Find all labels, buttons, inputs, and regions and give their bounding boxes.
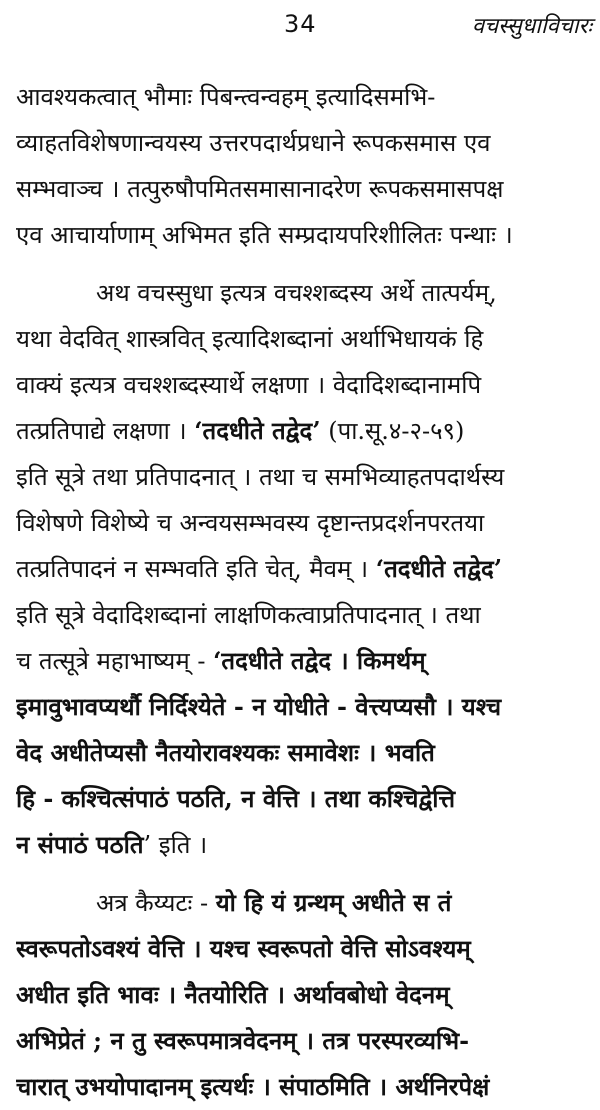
text-run: तत्प्रतिपादनं न सम्भवति इति चेत्, मैवम् । bbox=[16, 555, 376, 583]
text-line bbox=[16, 362, 592, 408]
text-run: आवश्यकत्वात् भौमाः पिबन्त्वन्वहम् इत्यादिसमभि- bbox=[16, 83, 436, 111]
bold-text-run: न संपाठं पठति bbox=[16, 830, 144, 859]
text-run: एव आचार्याणाम् अभिमत इति सम्प्रदायपरिशीलितः पन्थाः । bbox=[16, 221, 513, 249]
text-run: ’ इति । bbox=[143, 831, 208, 859]
text-run: अथ वचस्सुधा इत्यत्र वचश्शब्दस्य अर्थे तात्पर्यम्, bbox=[96, 279, 497, 307]
text-line bbox=[16, 454, 592, 500]
text-line bbox=[16, 316, 592, 362]
text-line bbox=[16, 270, 592, 316]
text-body bbox=[16, 74, 592, 1110]
paragraph-gap bbox=[16, 868, 592, 880]
paragraph bbox=[16, 270, 592, 868]
bold-text-run: ‘तदधीते तद्वेद । किमर्थम् bbox=[213, 646, 426, 675]
text-line bbox=[16, 684, 592, 730]
text-line bbox=[16, 592, 592, 638]
bold-text-run: चारात् उभयोपादानम् इत्यर्थः । संपाठमिति । अर्थनिरपेक्षं bbox=[16, 1072, 490, 1101]
text-line bbox=[16, 166, 592, 212]
bold-text-run: अभिप्रेतं ; न तु स्वरूपमात्रवेदनम् । तत्र परस्परव्यभि- bbox=[16, 1026, 470, 1055]
paragraph-gap bbox=[16, 258, 592, 270]
text-line bbox=[16, 1018, 592, 1064]
text-run: इति सूत्रे वेदादिशब्दानां लाक्षणिकत्वाप्रतिपादनात् । तथा bbox=[16, 601, 481, 629]
page-number: 34 bbox=[284, 10, 317, 38]
bold-text-run: हि - कश्चित्संपाठं पठति, न वेत्ति । तथा कश्चिद्वेत्ति bbox=[16, 784, 456, 813]
running-head: वचस्सुधाविचारः bbox=[471, 14, 592, 39]
text-line bbox=[16, 776, 592, 822]
text-line bbox=[16, 926, 592, 972]
text-run: विशेषणे विशेष्ये च अन्वयसम्भवस्य दृष्टान्तप्रदर्शनपरतया bbox=[16, 509, 485, 537]
text-line bbox=[16, 880, 592, 926]
paragraph bbox=[16, 880, 592, 1110]
text-line bbox=[16, 500, 592, 546]
text-run: सम्भवाञ्च । तत्पुरुषौपमितसमासानादरेण रूपकसमासपक्ष bbox=[16, 175, 504, 203]
text-line bbox=[16, 546, 592, 592]
text-line bbox=[16, 74, 592, 120]
page-header bbox=[0, 10, 600, 50]
bold-text-run: अधीत इति भावः । नैतयोरिति । अर्थावबोधो वेदनम् bbox=[16, 980, 450, 1009]
text-line bbox=[16, 972, 592, 1018]
paragraph bbox=[16, 74, 592, 258]
text-line bbox=[16, 638, 592, 684]
text-run: वाक्यं इत्यत्र वचश्शब्दस्यार्थे लक्षणा । वेदादिशब्दानामपि bbox=[16, 371, 482, 399]
text-line bbox=[16, 408, 592, 454]
bold-text-run: ‘तदधीते तद्वेद’ bbox=[194, 416, 321, 445]
text-line bbox=[16, 822, 592, 868]
text-run: तत्प्रतिपाद्ये लक्षणा । bbox=[16, 417, 195, 445]
text-line bbox=[16, 730, 592, 776]
bold-text-run: इमावुभावप्यर्थौ निर्दिश्येते - न योधीते - वेत्त्यप्यसौ । यश्च bbox=[16, 692, 502, 721]
bold-text-run: ‘तदधीते तद्वेद’ bbox=[375, 554, 503, 583]
text-run: च तत्सूत्रे महाभाष्यम् - bbox=[16, 647, 214, 675]
text-line bbox=[16, 120, 592, 166]
text-line bbox=[16, 212, 592, 258]
bold-text-run: वेद अधीतेप्यसौ नैतयोरावश्यकः समावेशः । भवति bbox=[16, 738, 435, 767]
bold-text-run: स्वरूपतोऽवश्यं वेत्ति । यश्च स्वरूपतो वेत्ति सोऽवश्यम् bbox=[16, 934, 471, 963]
text-run: (पा.सू.४-२-५९) bbox=[320, 417, 465, 445]
text-run: अत्र कैय्यटः - bbox=[96, 889, 216, 917]
text-run: यथा वेदवित् शास्त्रवित् इत्यादिशब्दानां अर्थाभिधायकं हि bbox=[16, 325, 484, 353]
text-line bbox=[16, 1064, 592, 1110]
bold-text-run: यो हि यं ग्रन्थम् अधीते स तं bbox=[215, 888, 452, 917]
text-run: व्याहतविशेषणान्वयस्य उत्तरपदार्थप्रधाने रूपकसमास एव bbox=[16, 129, 491, 157]
text-run: इति सूत्रे तथा प्रतिपादनात् । तथा च समभिव्याहतपदार्थस्य bbox=[16, 463, 505, 491]
